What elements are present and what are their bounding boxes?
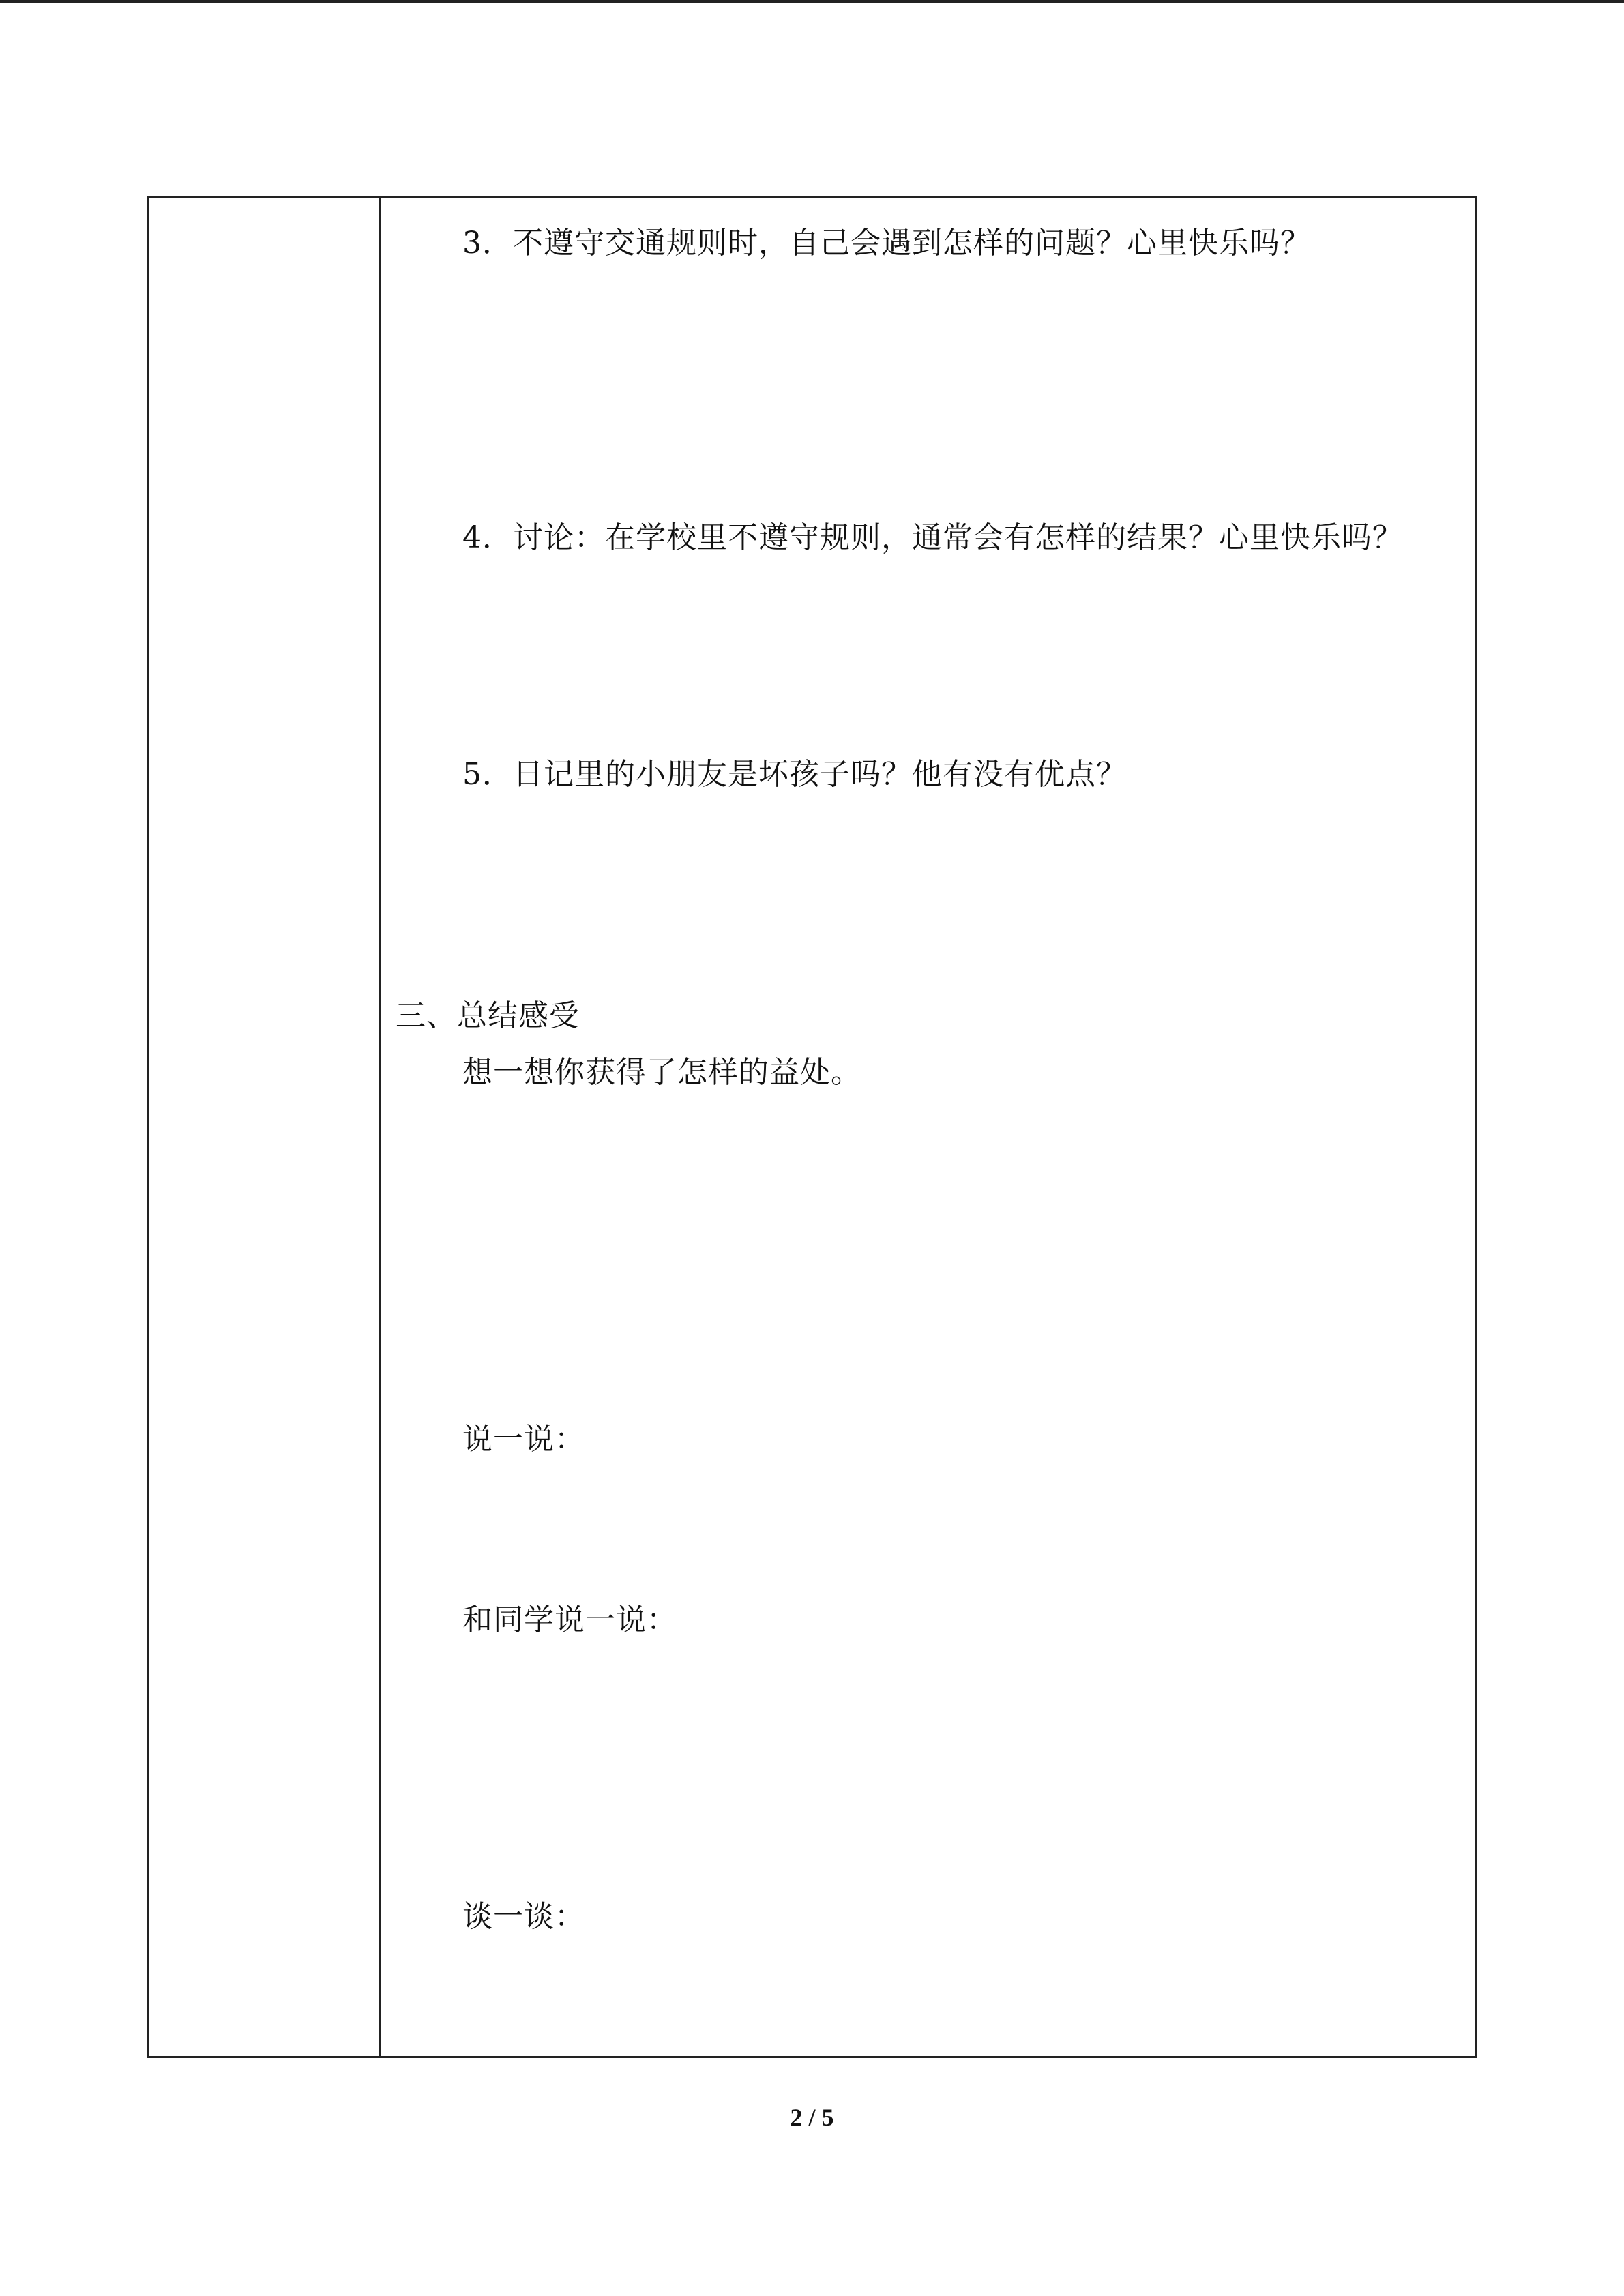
page-number: 2 / 5 xyxy=(790,2104,834,2131)
question-4: 4．讨论：在学校里不遵守规则，通常会有怎样的结果？心里快乐吗？ xyxy=(462,520,1403,555)
section-heading-summary: 三、总结感受 xyxy=(396,998,580,1033)
question-5: 5．日记里的小朋友是坏孩子吗？他有没有优点？ xyxy=(462,757,1127,792)
left-label-column xyxy=(149,198,381,2056)
reflection-prompt: 想一想你获得了怎样的益处。 xyxy=(462,1055,861,1090)
question-3: 3．不遵守交通规则时，自己会遇到怎样的问题？心里快乐吗？ xyxy=(462,226,1311,260)
classmate-discussion-prompt: 和同学说一说： xyxy=(462,1602,677,1637)
page-top-border xyxy=(0,0,1624,3)
talk-prompt: 谈一谈： xyxy=(462,1899,585,1934)
say-prompt: 说一说： xyxy=(462,1422,585,1457)
worksheet-table xyxy=(147,196,1477,2058)
